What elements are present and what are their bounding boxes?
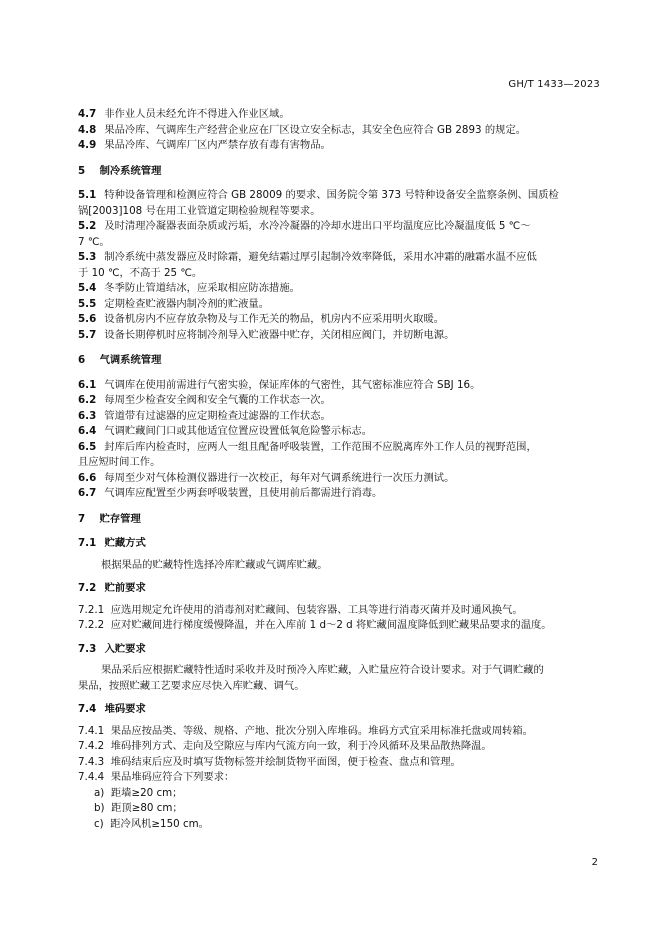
clause-5-3: 5.3 制冷系统中蒸发器应及时除霜，避免结霜过厚引起制冷效率降低，采用水冲霜的融霜水温不应低 [78,251,537,263]
clause-7-3-text-1: 果品采后应根据贮藏特性适时采收并及时预冷入库贮藏，入贮量应符合设计要求。对于气调贮藏的 [101,664,544,676]
list-item-c: c) 距冷风机≥150 cm。 [94,817,209,830]
clause-5-2: 5.2 及时清理冷凝器表面杂质或污垢，水冷冷凝器的冷却水进出口平均温度应比冷凝温度低 5 ℃～ [78,220,531,232]
clause-5-7: 5.7 设备长期停机时应将制冷剂导入贮液器中贮存，关闭相应阀门，并切断电源。 [78,328,455,341]
standard-code: GH/T 1433—2023 [508,79,600,90]
clause-5-1: 5.1 特种设备管理和检测应符合 GB 28009 的要求、国务院令第 373 号特种设备安全监察条例、国质检 [78,189,559,201]
section-7-1-heading: 7.1 贮藏方式 [78,537,146,549]
clause-5-6: 5.6 设备机房内不应存放杂物及与工作无关的物品，机房内不应采用明火取暖。 [78,313,445,325]
section-7-heading: 7 贮存管理 [78,512,141,525]
clause-6-5-cont: 且应短时间工作。 [78,456,161,468]
clause-7-2-2: 7.2.2 应对贮藏间进行梯度缓慢降温，并在入库前 1 d～2 d 将贮藏间温度降低到贮藏果品要求的温度。 [78,619,552,631]
list-item-a: a) 距墙≥20 cm； [94,786,183,799]
clause-6-5: 6.5 封库后库内检查时，应两人一组且配备呼吸装置，工作范围不应脱离库外工作人员的视野范围， [78,440,537,453]
clause-6-1: 6.1 气调库在使用前需进行气密实验，保证库体的气密性，其气密标准应符合 SBJ 16。 [78,378,481,391]
section-7-2-heading: 7.2 贮前要求 [78,582,146,594]
clause-7-3-text-2: 果品，按照贮藏工艺要求应尽快入库贮藏、调气。 [78,679,305,692]
section-7-4-heading: 7.4 堆码要求 [78,703,146,715]
clause-4-7: 4.7 非作业人员未经允许不得进入作业区域。 [78,108,290,120]
clause-5-5: 5.5 定期检查贮液器内制冷剂的贮液量。 [78,297,270,310]
clause-7-2-1: 7.2.1 应选用规定允许使用的消毒剂对贮藏间、包装容器、工具等进行消毒灭菌并及时通风换气。 [78,603,523,616]
clause-7-1-text: 根据果品的贮藏特性选择冷库贮藏或气调库贮藏。 [101,558,328,571]
clause-6-6: 6.6 每周至少对气体检测仪器进行一次校正，每年对气调系统进行一次压力测试。 [78,471,455,484]
document-body [78,107,604,832]
clause-6-2: 6.2 每周至少检查安全阀和安全气囊的工作状态一次。 [78,394,331,406]
clause-6-4: 6.4 气调贮藏间门口或其他适宜位置应设置低氧危险警示标志。 [78,425,372,437]
section-6-heading: 6 气调系统管理 [78,354,162,366]
clause-7-4-1: 7.4.1 果品应按品类、等级、规格、产地、批次分别入库堆码。堆码方式宜采用标准托盘或周转箱。 [78,724,533,737]
clause-5-1-cont: 锅[2003]108 号在用工业管道定期检验规程等要求。 [78,204,321,217]
clause-5-3-cont: 于 10 ℃，不高于 25 ℃。 [78,266,203,279]
clause-4-9: 4.9 果品冷库、气调库厂区内严禁存放有毒有害物品。 [78,139,331,151]
clause-4-8: 4.8 果品冷库、气调库生产经营企业应在厂区设立安全标志，其安全色应符合 GB 2893 的规定。 [78,123,527,136]
clause-6-3: 6.3 管道带有过滤器的应定期检查过滤器的工作状态。 [78,409,331,422]
clause-7-4-4: 7.4.4 果品堆码应符合下列要求： [78,771,235,783]
clause-5-4: 5.4 冬季防止管道结冰，应采取相应防冻措施。 [78,282,300,294]
clause-6-7: 6.7 气调库应配置至少两套呼吸装置，且使用前后都需进行消毒。 [78,487,383,499]
section-5-heading: 5 制冷系统管理 [78,164,162,177]
section-7-3-heading: 7.3 入贮要求 [78,642,146,655]
list-item-b: b) 距顶≥80 cm； [94,802,183,814]
clause-7-4-3: 7.4.3 堆码结束后应及时填写货物标签并绘制货物平面图，便于检查、盘点和管理。 [78,755,461,768]
clause-7-4-2: 7.4.2 堆码排列方式、走向及空隙应与库内气流方向一致，利于冷风循环及果品散热降温。 [78,740,492,752]
page-number: 2 [591,857,598,868]
clause-5-2-cont: 7 ℃。 [78,235,110,248]
